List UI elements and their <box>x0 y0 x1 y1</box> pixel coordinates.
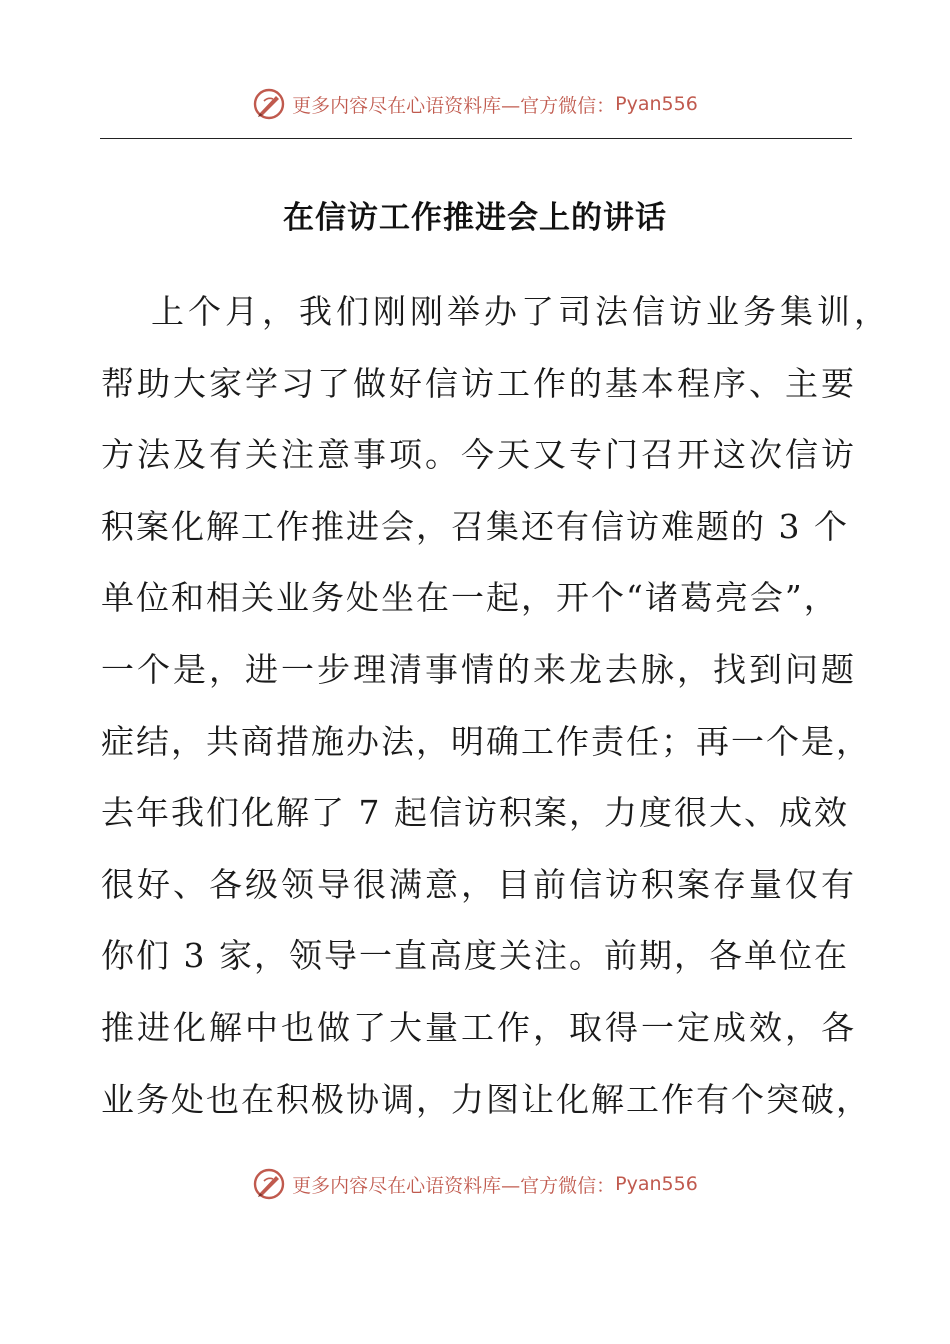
page-title: 在信访工作推进会上的讲话 <box>283 200 667 236</box>
body-line: 症结，共商措施办法，明确工作责任；再一个是， <box>101 721 871 761</box>
body-line: 方法及有关注意事项。今天又专门召开这次信访 <box>101 435 857 475</box>
body-line: 一个是，进一步理清事情的来龙去脉，找到问题 <box>101 649 857 689</box>
body-line: 积案化解工作推进会，召集还有信访难题的 3 个 <box>101 506 849 546</box>
body-line: 帮助大家学习了做好信访工作的基本程序、主要 <box>101 363 857 403</box>
pen-logo-icon <box>252 1167 286 1201</box>
footer-banner-text: 更多内容尽在心语资料库—官方微信： <box>292 1174 616 1197</box>
footer-banner-account: Pyan556 <box>615 1173 698 1195</box>
header-banner <box>0 84 950 124</box>
body-line: 业务处也在积极协调，力图让化解工作有个突破， <box>101 1079 871 1119</box>
header-divider <box>100 138 852 139</box>
body-line: 去年我们化解了 7 起信访积案，力度很大、成效 <box>101 793 849 833</box>
body-line: 很好、各级领导很满意，目前信访积案存量仅有 <box>101 864 857 904</box>
header-banner-account: Pyan556 <box>615 93 698 115</box>
footer-banner <box>0 1164 950 1204</box>
body-line: 你们 3 家，领导一直高度关注。前期，各单位在 <box>101 936 849 976</box>
body-line: 单位和相关业务处坐在一起，开个“诸葛亮会”， <box>101 578 839 618</box>
header-banner-text: 更多内容尽在心语资料库—官方微信： <box>292 94 616 117</box>
document-body <box>101 290 891 1149</box>
body-line: 上个月，我们刚刚举办了司法信访业务集训， <box>151 292 891 331</box>
pen-logo-icon <box>252 87 286 121</box>
body-line: 推进化解中也做了大量工作，取得一定成效，各 <box>101 1007 857 1047</box>
